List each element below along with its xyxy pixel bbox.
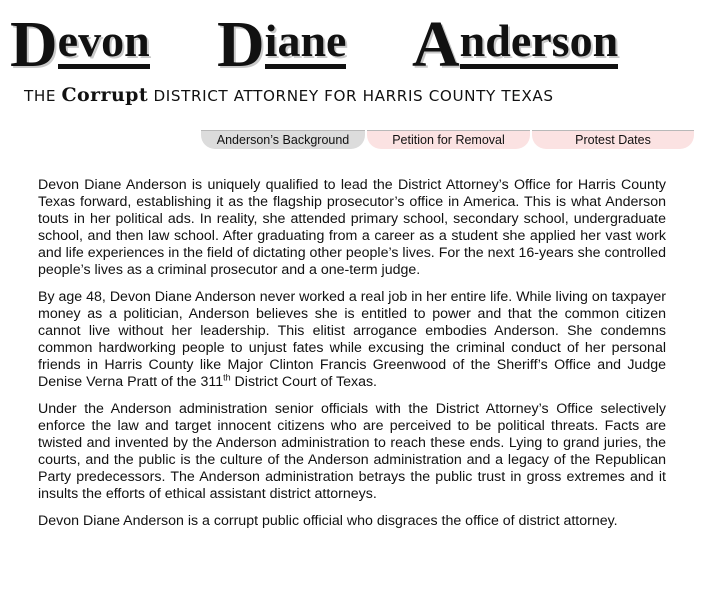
title-word-devon: Devon — [10, 8, 150, 81]
site-title — [8, 8, 705, 82]
article-body — [38, 177, 666, 540]
subtitle-prefix: THE — [24, 87, 57, 105]
subtitle-suffix: DISTRICT ATTORNEY FOR HARRIS COUNTY TEXAS — [153, 87, 554, 105]
ordinal-suffix: th — [223, 372, 231, 383]
nav-tabs — [201, 130, 694, 149]
title-word-diane: Diane — [217, 8, 347, 81]
tab-andersons-background[interactable]: Anderson’s Background — [201, 130, 365, 149]
site-subtitle — [24, 84, 689, 106]
title-word-anderson: Anderson — [412, 8, 619, 81]
tab-protest-dates[interactable]: Protest Dates — [532, 130, 694, 149]
paragraph-1: Devon Diane Anderson is uniquely qualified to lead the District Attorney’s Office for Harris County Texas forward, establishing it as the flagship prosecutor’s office in America. This is what Anderson touts in her political ads. In reality, she attended primary school, secondary school, undergraduate school, and then law school. After graduating from a career as a student she applied her vast work and life experiences in the field of dictating other people’s lives. For the next 16-years she controlled people’s lives as a criminal prosecutor and a one-term judge. — [38, 177, 666, 278]
paragraph-3: Under the Anderson administration senior officials with the District Attorney’s Office selectively enforce the law and target innocent citizens who are perceived to be political threats. Facts are twisted and invented by the Anderson administration to reach these ends. Lying to grand juries, the courts, and the public is the culture of the Anderson administration and a legacy of the Republican Party predecessors. The Anderson administration betrays the public trust in gross extremes and it insults the efforts of ethical assistant district attorneys. — [38, 401, 666, 502]
tab-petition-for-removal[interactable]: Petition for Removal — [367, 130, 530, 149]
paragraph-4: Devon Diane Anderson is a corrupt public official who disgraces the office of district attorney. — [38, 513, 618, 529]
subtitle-emphasis: Corrupt — [61, 84, 149, 106]
paragraph-2-end: District Court of Texas. — [230, 374, 377, 390]
paragraph-2 — [38, 289, 666, 391]
paragraph-2-text: By age 48, Devon Diane Anderson never worked a real job in her entire life. While living on taxpayer money as a politician, Anderson believes she is entitled to power and that the common citizen cannot live without her leadership. This elitist arrogance embodies Anderson. She condemns common hardworking people to unjust fates while excusing the criminal conduct of her personal friends in Harris County like Major Clinton Francis Greenwood of the Sheriff’s Office and Judge Denise Verna Pratt of the 311 — [38, 289, 666, 390]
